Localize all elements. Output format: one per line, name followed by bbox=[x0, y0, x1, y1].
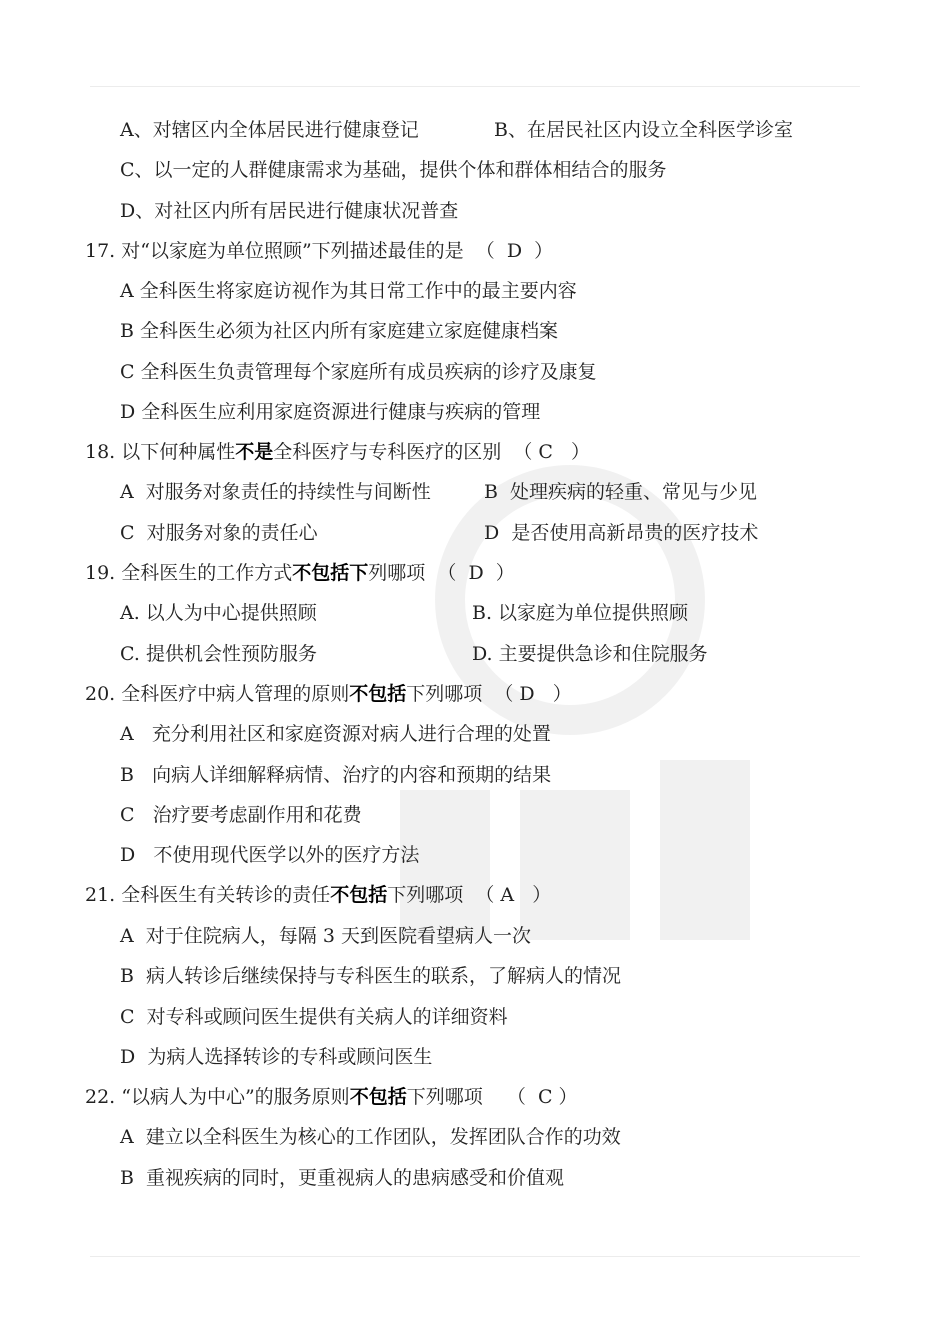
q17-option-c: C 全科医生负责管理每个家庭所有成员疾病的诊疗及康复 bbox=[120, 361, 597, 383]
q19-stem-post: 列哪项 （ D ） bbox=[368, 562, 515, 584]
q18-stem-post: 全科医疗与专科医疗的区别 （ C ） bbox=[273, 441, 591, 463]
q20-option-b: B 向病人详细解释病情、治疗的内容和预期的结果 bbox=[120, 764, 552, 786]
q19-stem bbox=[85, 560, 515, 586]
q22-stem-post: 下列哪项 （ C ） bbox=[406, 1086, 578, 1108]
q20-option-a: A 充分利用社区和家庭资源对病人进行合理的处置 bbox=[120, 723, 551, 745]
q18-option-a: A 对服务对象责任的持续性与间断性 bbox=[120, 481, 431, 503]
q22-stem-pre: 22. “以病人为中心”的服务原则 bbox=[85, 1086, 350, 1108]
q21-option-d: D 为病人选择转诊的专科或顾问医生 bbox=[120, 1046, 433, 1068]
q22-stem-bold: 不包括 bbox=[349, 1086, 407, 1108]
q20-stem-post: 下列哪项 （ D ） bbox=[406, 683, 572, 705]
q17-option-b: B 全科医生必须为社区内所有家庭建立家庭健康档案 bbox=[120, 320, 559, 342]
q21-stem-bold: 不包括 bbox=[330, 884, 388, 906]
q20-stem bbox=[85, 681, 572, 707]
q19-stem-pre: 19. 全科医生的工作方式 bbox=[85, 562, 293, 584]
q19-option-c: C. 提供机会性预防服务 bbox=[120, 643, 317, 665]
q22-option-a: A 建立以全科医生为核心的工作团队，发挥团队合作的功效 bbox=[120, 1126, 621, 1148]
q19-stem-bold: 不包括下 bbox=[292, 562, 369, 584]
q18-stem-pre: 18. 以下何种属性 bbox=[85, 441, 236, 463]
q16-option-a: A、对辖区内全体居民进行健康登记 bbox=[120, 119, 419, 141]
q16-option-d: D、对社区内所有居民进行健康状况普查 bbox=[120, 200, 459, 222]
q17-option-a: A 全科医生将家庭访视作为其日常工作中的最主要内容 bbox=[120, 280, 577, 302]
q16-option-b: B、在居民社区内设立全科医学诊室 bbox=[494, 119, 793, 141]
q18-stem bbox=[85, 439, 590, 465]
q21-option-b: B 病人转诊后继续保持与专科医生的联系，了解病人的情况 bbox=[120, 965, 622, 987]
q21-stem-post: 下列哪项 （ A ） bbox=[387, 884, 552, 906]
q18-option-d: D 是否使用高新昂贵的医疗技术 bbox=[484, 522, 759, 544]
q18-stem-bold: 不是 bbox=[235, 441, 274, 463]
q19-option-a: A. 以人为中心提供照顾 bbox=[120, 602, 317, 624]
q20-option-d: D 不使用现代医学以外的医疗方法 bbox=[120, 844, 420, 866]
q22-stem bbox=[85, 1084, 578, 1110]
q18-option-b: B 处理疾病的轻重、常见与少见 bbox=[484, 481, 758, 503]
q19-option-d: D. 主要提供急诊和住院服务 bbox=[472, 643, 708, 665]
q19-option-b: B. 以家庭为单位提供照顾 bbox=[472, 602, 689, 624]
q21-stem-pre: 21. 全科医生有关转诊的责任 bbox=[85, 884, 331, 906]
q20-option-c: C 治疗要考虑副作用和花费 bbox=[120, 804, 362, 826]
q20-stem-pre: 20. 全科医疗中病人管理的原则 bbox=[85, 683, 350, 705]
q18-option-c: C 对服务对象的责任心 bbox=[120, 522, 318, 544]
header-rule bbox=[90, 86, 860, 87]
q16-option-c: C、以一定的人群健康需求为基础，提供个体和群体相结合的服务 bbox=[120, 159, 667, 181]
q22-option-b: B 重视疾病的同时，更重视病人的患病感受和价值观 bbox=[120, 1167, 565, 1189]
q20-stem-bold: 不包括 bbox=[349, 683, 407, 705]
q17-option-d: D 全科医生应利用家庭资源进行健康与疾病的管理 bbox=[120, 401, 541, 423]
q21-stem bbox=[85, 882, 551, 908]
footer-rule bbox=[90, 1256, 860, 1257]
q17-stem: 17. 对“以家庭为单位照顾”下列描述最佳的是 （ D ） bbox=[85, 240, 554, 262]
q21-option-a: A 对于住院病人，每隔 3 天到医院看望病人一次 bbox=[120, 925, 531, 947]
q21-option-c: C 对专科或顾问医生提供有关病人的详细资料 bbox=[120, 1006, 508, 1028]
